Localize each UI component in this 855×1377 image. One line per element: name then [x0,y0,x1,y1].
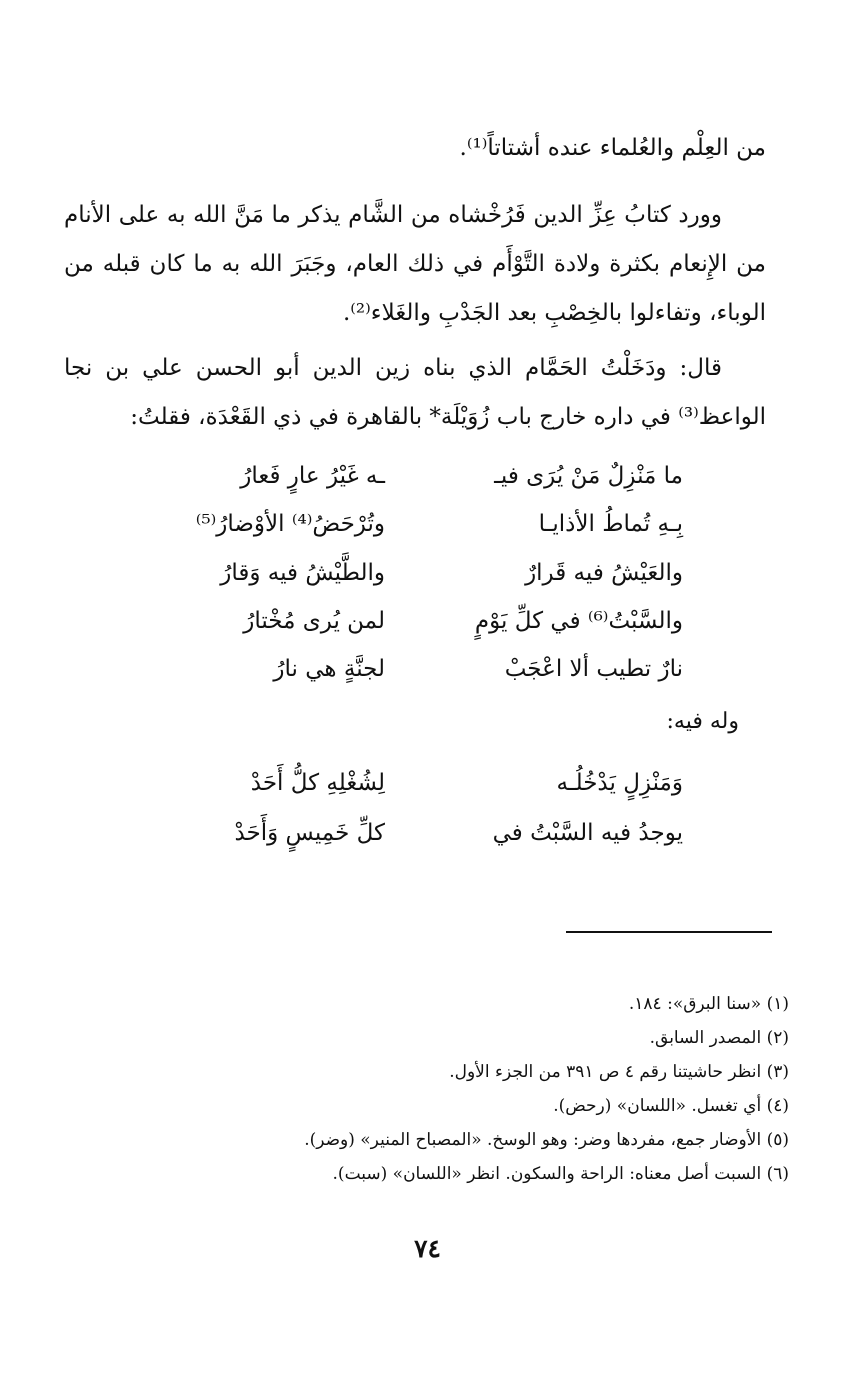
verse-line [0,501,855,547]
verse-second-hemistich: لجنَّةٍ هي نارُ [273,656,385,682]
verse-line [0,810,855,856]
verse-line [0,646,855,692]
verse-line [0,550,855,596]
verse-first-hemistich: نارٌ تطيب ألا اعْجَبْ [504,656,683,682]
verse-second-hemistich: كلِّ خَمِيسٍ وَأَحَدْ [234,820,385,846]
footnote: (٦) السبت أصل معناه: الراحة والسكون. انظر «اللسان» (سبت). [332,1164,789,1184]
verse-line [0,598,855,644]
page-number: ٧٤ [414,1234,441,1263]
verse-second-hemistich: والطَّيْشُ فيه وَقارُ [220,560,385,586]
verse-second-hemistich: لِشُغْلِهِ كلُّ أَحَدْ [250,770,385,796]
verse-first-hemistich: بِـهِ تُماطُ الأذايـا [538,511,683,537]
footnote: (٥) الأوضار جمع، مفردها وضر: وهو الوسخ. «المصباح المنير» (وضر). [304,1130,789,1150]
poem-two-intro: وله فيه: [666,709,739,734]
verse-first-hemistich: وَمَنْزِلٍ يَدْخُلُـه [556,770,683,796]
paragraph-continuation: من العِلْم والعُلماء عنده أشتاتاً⁽¹⁾. [459,135,766,161]
verse-line [0,760,855,806]
paragraph-bathhouse: قال: ودَخَلْتُ الحَمَّام الذي بناه زين الدين أبو الحسن علي بن نجا الواعظ⁽³⁾ في داره خارج باب زُوَيْلَة* بالقاهرة في ذي القَعْدَة، فقلتُ: [64,355,766,430]
verse-first-hemistich: والسَّبْتُ⁽⁶⁾ في كلِّ يَوْمٍ [474,608,683,634]
verse-second-hemistich: لمن يُرى مُخْتارُ [243,608,385,634]
verse-first-hemistich: يوجدُ فيه السَّبْتُ في [492,820,683,846]
footnote: (٤) أي تغسل. «اللسان» (رحض). [553,1096,789,1116]
verse-second-hemistich: ـه غَيْرُ عارٍ فَعارُ [240,463,385,489]
verse-first-hemistich: ما مَنْزِلٌ مَنْ يُرَى فيـ [494,463,683,489]
verse-second-hemistich: وتُرْحَضُ⁽⁴⁾ الأوْضارُ⁽⁵⁾ [195,511,385,537]
verse-line [0,453,855,499]
paragraph-letter: وورد كتابُ عِزِّ الدين فَرُخْشاه من الشَّام يذكر ما مَنَّ الله به على الأنام من الإِنعام بكثرة ولادة التَّوْأَم في ذلك العام، وجَبَرَ الله به ما كان قبله من الوباء، وتفاءلوا بالخِصْبِ بعد الجَدْبِ والغَلاء⁽²⁾. [64,202,766,326]
footnotes [89,987,789,1191]
footnote: (١) «سنا البرق»: ١٨٤. [628,994,789,1014]
verse-first-hemistich: والعَيْشُ فيه قَرارٌ [525,560,683,586]
footnote: (٣) انظر حاشيتنا رقم ٤ ص ٣٩١ من الجزء الأول. [449,1062,789,1082]
footnote-separator [566,931,772,933]
footnote: (٢) المصدر السابق. [649,1028,789,1048]
